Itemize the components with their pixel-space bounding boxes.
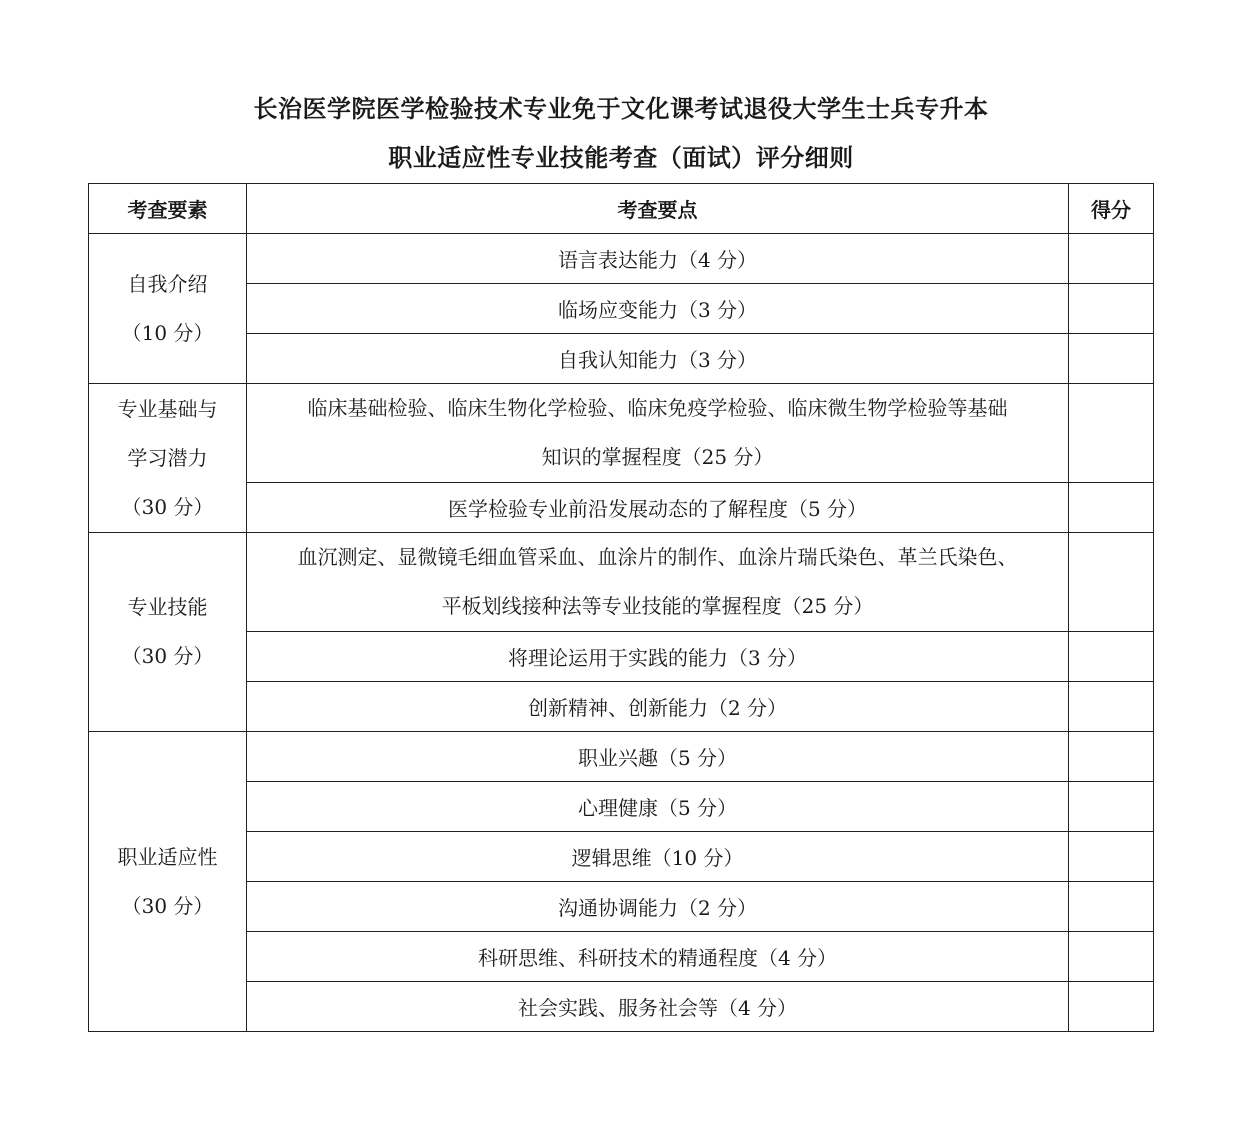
header-element: 考查要素 — [89, 184, 247, 234]
assessment-point-text: 社会实践、服务社会等（4 分） — [517, 996, 798, 1020]
category-cell — [89, 732, 247, 1032]
scoring-table — [88, 183, 1154, 1032]
table-header-row — [89, 184, 1154, 234]
assessment-point-cell — [247, 682, 1069, 732]
assessment-point-text: 语言表达能力（4 分） — [557, 248, 758, 272]
table-row — [89, 234, 1154, 284]
assessment-point-text: 心理健康（5 分） — [577, 796, 738, 820]
score-input-cell[interactable] — [1069, 632, 1154, 682]
table-row — [89, 284, 1154, 334]
category-cell — [89, 384, 247, 533]
category-label: （30 分） — [121, 644, 214, 668]
table-row — [89, 832, 1154, 882]
category-label: 专业技能 — [127, 595, 208, 619]
table-row — [89, 483, 1154, 533]
assessment-point-cell — [247, 284, 1069, 334]
table-row — [89, 732, 1154, 782]
assessment-point-text: 临床基础检验、临床生物化学检验、临床免疫学检验、临床微生物学检验等基础 — [307, 396, 1008, 420]
table-row — [89, 932, 1154, 982]
assessment-point-text: 逻辑思维（10 分） — [571, 846, 744, 870]
score-input-cell[interactable] — [1069, 334, 1154, 384]
assessment-point-cell — [247, 632, 1069, 682]
assessment-point-text: 平板划线接种法等专业技能的掌握程度（25 分） — [441, 594, 874, 618]
category-label: （10 分） — [121, 320, 214, 345]
assessment-point-cell — [247, 483, 1069, 533]
category-label: 专业基础与 — [117, 396, 218, 421]
assessment-point-cell — [247, 782, 1069, 832]
score-input-cell[interactable] — [1069, 832, 1154, 882]
assessment-point-cell — [247, 982, 1069, 1032]
assessment-point-text: 创新精神、创新能力（2 分） — [527, 696, 788, 720]
assessment-point-cell — [247, 384, 1069, 483]
category-label: 职业适应性 — [117, 844, 218, 869]
scoring-table-body — [89, 184, 1154, 1032]
score-input-cell[interactable] — [1069, 483, 1154, 533]
table-row — [89, 982, 1154, 1032]
header-score: 得分 — [1069, 184, 1154, 234]
assessment-point-cell — [247, 533, 1069, 632]
assessment-point-cell — [247, 732, 1069, 782]
table-row — [89, 882, 1154, 932]
document-title-line-2: 职业适应性专业技能考查（面试）评分细则 — [388, 144, 854, 172]
assessment-point-cell — [247, 832, 1069, 882]
score-input-cell[interactable] — [1069, 284, 1154, 334]
table-row — [89, 632, 1154, 682]
score-input-cell[interactable] — [1069, 782, 1154, 832]
category-label: 学习潜力 — [127, 445, 208, 470]
assessment-point-text: 科研思维、科研技术的精通程度（4 分） — [477, 946, 838, 970]
table-row — [89, 782, 1154, 832]
assessment-point-text: 医学检验专业前沿发展动态的了解程度（5 分） — [447, 497, 868, 521]
assessment-point-text: 血沉测定、显微镜毛细血管采血、血涂片的制作、血涂片瑞氏染色、革兰氏染色、 — [297, 545, 1018, 569]
category-label: 自我介绍 — [127, 271, 208, 296]
assessment-point-cell — [247, 234, 1069, 284]
assessment-point-cell — [247, 882, 1069, 932]
table-row — [89, 533, 1154, 632]
assessment-point-text: 临场应变能力（3 分） — [557, 298, 758, 322]
header-point: 考查要点 — [247, 184, 1069, 234]
assessment-point-text: 自我认知能力（3 分） — [557, 348, 758, 372]
assessment-point-text: 沟通协调能力（2 分） — [557, 896, 758, 920]
assessment-point-cell — [247, 334, 1069, 384]
category-cell — [89, 234, 247, 384]
table-row — [89, 384, 1154, 483]
document-title-line-1: 长治医学院医学检验技术专业免于文化课考试退役大学生士兵专升本 — [253, 95, 989, 123]
category-cell — [89, 533, 247, 732]
score-input-cell[interactable] — [1069, 982, 1154, 1032]
score-input-cell[interactable] — [1069, 882, 1154, 932]
assessment-point-text: 职业兴趣（5 分） — [577, 746, 738, 770]
score-input-cell[interactable] — [1069, 732, 1154, 782]
score-input-cell[interactable] — [1069, 384, 1154, 483]
assessment-point-cell — [247, 932, 1069, 982]
table-row — [89, 682, 1154, 732]
score-input-cell[interactable] — [1069, 533, 1154, 632]
category-label: （30 分） — [121, 893, 214, 918]
assessment-point-text: 将理论运用于实践的能力（3 分） — [507, 646, 808, 670]
score-input-cell[interactable] — [1069, 932, 1154, 982]
score-input-cell[interactable] — [1069, 234, 1154, 284]
category-label: （30 分） — [121, 494, 214, 519]
assessment-point-text: 知识的掌握程度（25 分） — [541, 445, 774, 469]
table-row — [89, 334, 1154, 384]
score-input-cell[interactable] — [1069, 682, 1154, 732]
